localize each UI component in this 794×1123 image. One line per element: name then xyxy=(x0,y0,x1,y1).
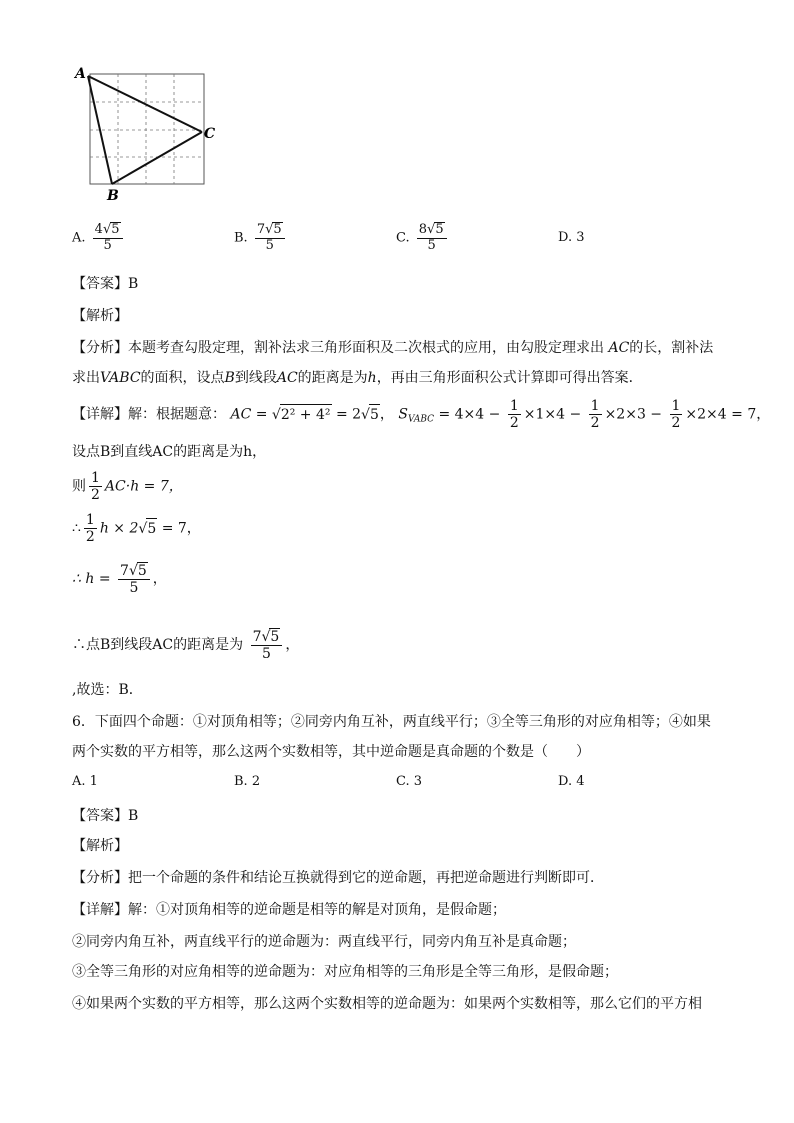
q5-choose: ,故选：B． xyxy=(72,682,143,698)
q6-option-a: A. 1 xyxy=(72,774,98,789)
q5-detail-therefore2: ∴ h = $\frac{7√5}{5}$ ， xyxy=(72,563,167,597)
q6-detail-line2: ②同旁内角互补，两直线平行的逆命题为：两直线平行，同旁内角互补是真命题； xyxy=(72,934,576,950)
q6-option-b: B. 2 xyxy=(234,774,261,789)
q5-analysis-heading: 【解析】 xyxy=(72,308,128,324)
option-c: C. $\frac{8√5}{5}$ xyxy=(396,222,450,254)
q6-stem-line2: 两个实数的平方相等，那么这两个实数相等，其中逆命题是真命题的个数是（ ） xyxy=(72,744,590,760)
q5-answer: 【答案】B xyxy=(72,276,139,292)
q5-detail-line1: 【详解】解：根据题意： AC = √2² + 4² = 2√5， $S_{VABC} = 4\times 4$ − $\frac{1}{2}$ ×1×4 − $\frac{1}{2}$ ×2×3 − $\frac{1}{2}$ ×2×4 = 7， xyxy=(72,398,771,432)
label-c: C xyxy=(204,126,216,142)
option-a: A. $\frac{4√5}{5}$ xyxy=(72,222,126,254)
q5-detail-then: 则 $\frac{1}{2}$ AC·h = 7， xyxy=(72,470,183,504)
q6-detail-line3: ③全等三角形的对应角相等的逆命题为：对应角相等的三角形是全等三角形，是假命题； xyxy=(72,964,618,980)
segment-cb xyxy=(112,132,202,184)
q6-detail-line1: 【详解】解：①对顶角相等的逆命题是相等的解是对顶角，是假命题； xyxy=(72,902,506,918)
q6-option-d: D. 4 xyxy=(558,774,585,789)
label-a: A xyxy=(75,66,86,82)
segment-ac xyxy=(88,76,202,132)
q6-answer: 【答案】B xyxy=(72,808,139,824)
option-b: B. $\frac{7√5}{5}$ xyxy=(234,222,288,254)
q6-fenxi: 【分析】把一个命题的条件和结论互换就得到它的逆命题，再把逆命题进行判断即可． xyxy=(72,870,604,886)
q5-detail-set: 设点B到直线AC的距离是为h， xyxy=(72,444,267,460)
triangle-grid-figure xyxy=(72,62,222,202)
q5-detail-therefore1: ∴ $\frac{1}{2}$ h × 2√5 = 7， xyxy=(72,512,201,546)
q5-fenxi-line2: 求出VABC的面积，设点B到线段AC的距离是为h，再由三角形面积公式计算即可得出答案． xyxy=(72,370,643,386)
q6-detail-line4: ④如果两个实数的平方相等，那么这两个实数相等的逆命题为：如果两个实数相等，那么它们的平方相 xyxy=(72,996,702,1012)
q5-fenxi-line1: 【分析】本题考查勾股定理，割补法求三角形面积及二次根式的应用，由勾股定理求出 AC的长，割补法 xyxy=(72,340,714,356)
option-d: D. 3 xyxy=(558,230,585,245)
q5-detail-conclusion: ∴点B到线段AC的距离是为 $\frac{7√5}{5}$ ， xyxy=(72,629,300,663)
q6-analysis-heading: 【解析】 xyxy=(72,838,128,854)
q6-stem-line1: 6．下面四个命题：①对顶角相等；②同旁内角互补，两直线平行；③全等三角形的对应角相等；④如果 xyxy=(72,714,711,730)
q6-option-c: C. 3 xyxy=(396,774,423,789)
label-b: B xyxy=(107,188,119,202)
grid-border xyxy=(90,74,204,184)
